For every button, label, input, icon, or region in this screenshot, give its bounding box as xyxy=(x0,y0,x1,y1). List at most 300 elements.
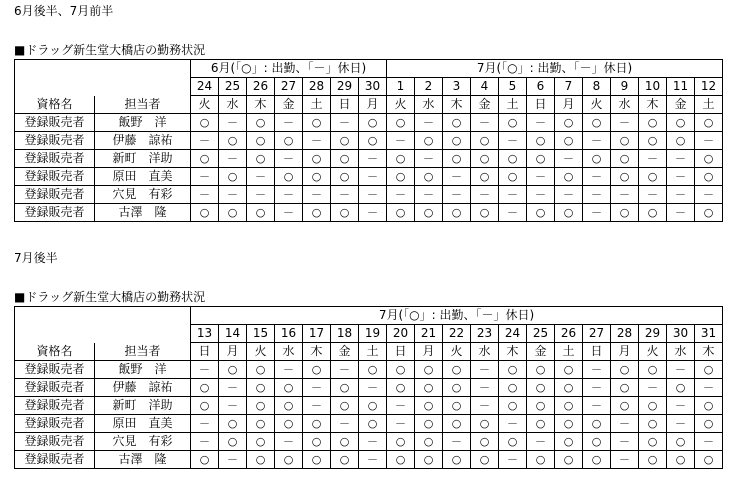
weekday: 木 xyxy=(247,96,275,114)
attendance-mark: ○ xyxy=(611,204,639,222)
attendance-mark: － xyxy=(219,397,247,415)
day-number: 26 xyxy=(555,325,583,343)
attendance-mark: － xyxy=(471,114,499,132)
attendance-mark: ○ xyxy=(639,451,667,469)
attendance-mark: ○ xyxy=(415,451,443,469)
attendance-mark: ○ xyxy=(415,204,443,222)
attendance-mark: ○ xyxy=(695,397,723,415)
attendance-mark: － xyxy=(611,415,639,433)
attendance-mark: － xyxy=(331,361,359,379)
qualification: 登録販売者 xyxy=(15,114,95,132)
table-row xyxy=(15,361,723,379)
attendance-mark: ○ xyxy=(611,379,639,397)
attendance-mark: － xyxy=(303,379,331,397)
attendance-mark: － xyxy=(303,397,331,415)
attendance-mark: ○ xyxy=(667,114,695,132)
attendance-mark: ○ xyxy=(303,168,331,186)
table-row xyxy=(15,415,723,433)
attendance-mark: － xyxy=(667,415,695,433)
weekday: 土 xyxy=(695,96,723,114)
header-row-weekdays xyxy=(15,96,723,114)
role-column-header: 資格名 xyxy=(15,96,95,114)
attendance-mark: － xyxy=(359,379,387,397)
attendance-mark: ○ xyxy=(555,415,583,433)
day-number: 19 xyxy=(359,325,387,343)
attendance-mark: － xyxy=(527,114,555,132)
table-row xyxy=(15,204,723,222)
qualification: 登録販売者 xyxy=(15,168,95,186)
attendance-mark: ○ xyxy=(695,114,723,132)
attendance-mark: － xyxy=(611,433,639,451)
attendance-mark: － xyxy=(359,186,387,204)
attendance-mark: ○ xyxy=(415,415,443,433)
attendance-mark: － xyxy=(387,415,415,433)
attendance-mark: ○ xyxy=(527,379,555,397)
weekday: 火 xyxy=(443,343,471,361)
attendance-mark: － xyxy=(275,204,303,222)
attendance-mark: ○ xyxy=(555,132,583,150)
attendance-mark: ○ xyxy=(471,132,499,150)
attendance-mark: ○ xyxy=(247,397,275,415)
attendance-mark: ○ xyxy=(555,433,583,451)
attendance-mark: ○ xyxy=(527,150,555,168)
attendance-mark: － xyxy=(695,379,723,397)
attendance-mark: － xyxy=(639,186,667,204)
name-column-header: 担当者 xyxy=(95,96,191,114)
table-row xyxy=(15,451,723,469)
attendance-mark: ○ xyxy=(667,379,695,397)
attendance-mark: ○ xyxy=(275,168,303,186)
header-row-days xyxy=(15,325,723,343)
attendance-mark: ○ xyxy=(219,415,247,433)
attendance-mark: ○ xyxy=(275,451,303,469)
day-number: 27 xyxy=(275,78,303,96)
attendance-mark: ○ xyxy=(191,379,219,397)
header-row-month xyxy=(15,60,723,78)
attendance-mark: － xyxy=(303,186,331,204)
attendance-mark: － xyxy=(555,150,583,168)
attendance-mark: ○ xyxy=(443,397,471,415)
weekday: 金 xyxy=(667,96,695,114)
staff-name: 伊藤 諒祐 xyxy=(95,132,191,150)
section-title: 7月後半 xyxy=(14,251,58,265)
attendance-mark: ○ xyxy=(611,397,639,415)
attendance-mark: ○ xyxy=(303,204,331,222)
weekday: 月 xyxy=(611,343,639,361)
attendance-mark: ○ xyxy=(639,397,667,415)
attendance-mark: ○ xyxy=(527,361,555,379)
section-title: 6月後半、7月前半 xyxy=(14,4,114,18)
attendance-mark: ○ xyxy=(471,150,499,168)
weekday: 日 xyxy=(387,343,415,361)
attendance-mark: － xyxy=(415,186,443,204)
staff-name: 原田 直美 xyxy=(95,168,191,186)
attendance-mark: － xyxy=(191,186,219,204)
attendance-mark: － xyxy=(303,132,331,150)
attendance-mark: － xyxy=(583,204,611,222)
attendance-mark: ○ xyxy=(695,168,723,186)
attendance-mark: ○ xyxy=(443,361,471,379)
attendance-mark: ○ xyxy=(527,415,555,433)
attendance-mark: － xyxy=(415,114,443,132)
attendance-mark: ○ xyxy=(247,361,275,379)
day-number: 9 xyxy=(611,78,639,96)
attendance-mark: － xyxy=(219,186,247,204)
attendance-mark: － xyxy=(667,168,695,186)
day-number: 15 xyxy=(247,325,275,343)
attendance-mark: ○ xyxy=(359,397,387,415)
attendance-mark: ○ xyxy=(611,361,639,379)
attendance-mark: ○ xyxy=(219,132,247,150)
attendance-mark: － xyxy=(667,397,695,415)
attendance-mark: ○ xyxy=(499,397,527,415)
attendance-mark: ○ xyxy=(639,114,667,132)
weekday: 木 xyxy=(639,96,667,114)
attendance-mark: ○ xyxy=(443,114,471,132)
role-column-header: 資格名 xyxy=(15,343,95,361)
weekday: 土 xyxy=(359,343,387,361)
day-number: 28 xyxy=(303,78,331,96)
staff-name: 新町 洋助 xyxy=(95,397,191,415)
attendance-mark: － xyxy=(191,168,219,186)
table-row xyxy=(15,168,723,186)
attendance-mark: － xyxy=(331,114,359,132)
attendance-mark: ○ xyxy=(387,361,415,379)
attendance-mark: － xyxy=(359,168,387,186)
attendance-mark: － xyxy=(667,150,695,168)
table-row xyxy=(15,186,723,204)
qualification: 登録販売者 xyxy=(15,361,95,379)
staff-name: 穴見 有彩 xyxy=(95,433,191,451)
qualification: 登録販売者 xyxy=(15,132,95,150)
attendance-mark: － xyxy=(415,150,443,168)
attendance-mark: － xyxy=(667,186,695,204)
attendance-mark: ○ xyxy=(695,361,723,379)
attendance-mark: ○ xyxy=(443,451,471,469)
attendance-mark: ○ xyxy=(611,150,639,168)
attendance-mark: － xyxy=(583,186,611,204)
table-row xyxy=(15,397,723,415)
day-number: 29 xyxy=(639,325,667,343)
attendance-mark: ○ xyxy=(303,433,331,451)
weekday: 水 xyxy=(667,343,695,361)
attendance-mark: － xyxy=(471,397,499,415)
attendance-mark: － xyxy=(443,433,471,451)
weekday: 土 xyxy=(303,96,331,114)
weekday: 金 xyxy=(527,343,555,361)
attendance-mark: ○ xyxy=(247,415,275,433)
staff-name: 原田 直美 xyxy=(95,415,191,433)
qualification: 登録販売者 xyxy=(15,451,95,469)
header-row-days xyxy=(15,78,723,96)
attendance-mark: － xyxy=(387,186,415,204)
weekday: 金 xyxy=(275,96,303,114)
attendance-mark: ○ xyxy=(499,114,527,132)
attendance-mark: － xyxy=(499,451,527,469)
attendance-mark: ○ xyxy=(583,114,611,132)
attendance-mark: ○ xyxy=(555,397,583,415)
attendance-mark: － xyxy=(387,132,415,150)
day-number: 2 xyxy=(415,78,443,96)
attendance-mark: － xyxy=(499,204,527,222)
day-number: 11 xyxy=(667,78,695,96)
attendance-mark: ○ xyxy=(219,433,247,451)
attendance-mark: ○ xyxy=(415,168,443,186)
store-heading: ■ドラッグ新生堂大橋店の勤務状況 xyxy=(14,290,206,304)
attendance-mark: ○ xyxy=(275,397,303,415)
day-number: 6 xyxy=(527,78,555,96)
attendance-mark: ○ xyxy=(303,361,331,379)
attendance-mark: ○ xyxy=(415,379,443,397)
day-number: 31 xyxy=(695,325,723,343)
attendance-mark: ○ xyxy=(443,150,471,168)
qualification: 登録販売者 xyxy=(15,150,95,168)
day-number: 21 xyxy=(415,325,443,343)
attendance-mark: ○ xyxy=(639,361,667,379)
attendance-mark: ○ xyxy=(359,132,387,150)
attendance-mark: － xyxy=(191,132,219,150)
attendance-mark: ○ xyxy=(247,132,275,150)
qualification: 登録販売者 xyxy=(15,415,95,433)
qualification: 登録販売者 xyxy=(15,397,95,415)
attendance-mark: ○ xyxy=(499,168,527,186)
day-number: 7 xyxy=(555,78,583,96)
attendance-mark: ○ xyxy=(639,433,667,451)
attendance-mark: ○ xyxy=(527,204,555,222)
attendance-mark: ○ xyxy=(275,132,303,150)
day-number: 22 xyxy=(443,325,471,343)
attendance-mark: － xyxy=(583,361,611,379)
attendance-mark: ○ xyxy=(555,361,583,379)
attendance-mark: － xyxy=(247,186,275,204)
weekday: 土 xyxy=(499,96,527,114)
attendance-mark: ○ xyxy=(667,451,695,469)
attendance-mark: ○ xyxy=(695,451,723,469)
weekday: 木 xyxy=(443,96,471,114)
attendance-mark: － xyxy=(583,132,611,150)
attendance-mark: ○ xyxy=(331,397,359,415)
attendance-mark: ○ xyxy=(527,451,555,469)
attendance-mark: － xyxy=(219,379,247,397)
day-number: 26 xyxy=(247,78,275,96)
attendance-mark: － xyxy=(639,379,667,397)
attendance-mark: ○ xyxy=(219,361,247,379)
attendance-mark: ○ xyxy=(443,132,471,150)
header-row-month xyxy=(15,307,723,325)
day-number: 18 xyxy=(331,325,359,343)
attendance-mark: ○ xyxy=(359,361,387,379)
attendance-mark: ○ xyxy=(695,150,723,168)
schedule-table xyxy=(14,306,723,469)
attendance-mark: ○ xyxy=(247,379,275,397)
attendance-mark: ○ xyxy=(331,204,359,222)
attendance-mark: － xyxy=(191,361,219,379)
weekday: 日 xyxy=(527,96,555,114)
attendance-mark: ○ xyxy=(611,168,639,186)
weekday: 水 xyxy=(415,96,443,114)
attendance-mark: ○ xyxy=(639,168,667,186)
attendance-mark: － xyxy=(359,433,387,451)
attendance-mark: ○ xyxy=(387,433,415,451)
blank-cell xyxy=(15,78,191,96)
attendance-mark: ○ xyxy=(219,204,247,222)
month-caption: 6月(「○」: 出勤、「－」休日) xyxy=(191,60,387,78)
attendance-mark: － xyxy=(275,150,303,168)
attendance-mark: ○ xyxy=(303,114,331,132)
schedule-table xyxy=(14,59,723,222)
attendance-mark: － xyxy=(611,114,639,132)
attendance-mark: － xyxy=(275,114,303,132)
weekday: 日 xyxy=(331,96,359,114)
attendance-mark: ○ xyxy=(191,397,219,415)
day-number: 8 xyxy=(583,78,611,96)
table-row xyxy=(15,132,723,150)
attendance-mark: － xyxy=(695,186,723,204)
weekday: 木 xyxy=(695,343,723,361)
attendance-mark: ○ xyxy=(415,433,443,451)
attendance-mark: ○ xyxy=(555,379,583,397)
attendance-mark: － xyxy=(471,186,499,204)
table-row xyxy=(15,379,723,397)
attendance-mark: － xyxy=(471,379,499,397)
staff-name: 伊藤 諒祐 xyxy=(95,379,191,397)
day-number: 24 xyxy=(499,325,527,343)
day-number: 17 xyxy=(303,325,331,343)
attendance-mark: ○ xyxy=(499,150,527,168)
day-number: 14 xyxy=(219,325,247,343)
weekday: 月 xyxy=(359,96,387,114)
attendance-mark: ○ xyxy=(471,415,499,433)
attendance-mark: － xyxy=(359,204,387,222)
attendance-mark: － xyxy=(331,186,359,204)
attendance-mark: － xyxy=(443,186,471,204)
attendance-mark: － xyxy=(471,361,499,379)
attendance-mark: ○ xyxy=(443,415,471,433)
day-number: 25 xyxy=(219,78,247,96)
attendance-mark: － xyxy=(695,132,723,150)
day-number: 25 xyxy=(527,325,555,343)
attendance-mark: ○ xyxy=(695,415,723,433)
attendance-mark: － xyxy=(191,415,219,433)
attendance-mark: ○ xyxy=(191,114,219,132)
attendance-mark: － xyxy=(555,186,583,204)
qualification: 登録販売者 xyxy=(15,379,95,397)
attendance-mark: ○ xyxy=(191,150,219,168)
attendance-mark: － xyxy=(611,186,639,204)
attendance-mark: － xyxy=(667,361,695,379)
blank-cell xyxy=(15,325,191,343)
day-number: 16 xyxy=(275,325,303,343)
attendance-mark: － xyxy=(359,150,387,168)
attendance-mark: － xyxy=(667,204,695,222)
attendance-mark: ○ xyxy=(583,451,611,469)
attendance-mark: ○ xyxy=(247,150,275,168)
attendance-mark: ○ xyxy=(331,451,359,469)
header-row-weekdays xyxy=(15,343,723,361)
attendance-mark: － xyxy=(639,150,667,168)
day-number: 4 xyxy=(471,78,499,96)
weekday: 木 xyxy=(499,343,527,361)
staff-name: 古澤 隆 xyxy=(95,451,191,469)
attendance-mark: ○ xyxy=(667,132,695,150)
attendance-mark: － xyxy=(359,451,387,469)
attendance-mark: ○ xyxy=(555,451,583,469)
weekday: 水 xyxy=(219,96,247,114)
day-number: 24 xyxy=(191,78,219,96)
weekday: 月 xyxy=(219,343,247,361)
table-row xyxy=(15,114,723,132)
attendance-mark: － xyxy=(219,150,247,168)
attendance-mark: ○ xyxy=(611,132,639,150)
attendance-mark: － xyxy=(275,361,303,379)
weekday: 水 xyxy=(275,343,303,361)
attendance-mark: － xyxy=(499,132,527,150)
attendance-mark: ○ xyxy=(191,451,219,469)
attendance-mark: ○ xyxy=(303,150,331,168)
attendance-mark: ○ xyxy=(387,204,415,222)
table-row xyxy=(15,433,723,451)
attendance-mark: ○ xyxy=(555,168,583,186)
staff-name: 飯野 洋 xyxy=(95,361,191,379)
blank-cell xyxy=(15,60,191,78)
attendance-mark: － xyxy=(611,451,639,469)
attendance-mark: ○ xyxy=(555,114,583,132)
attendance-mark: ○ xyxy=(247,451,275,469)
attendance-mark: ○ xyxy=(443,204,471,222)
attendance-mark: － xyxy=(275,186,303,204)
attendance-mark: ○ xyxy=(387,168,415,186)
day-number: 29 xyxy=(331,78,359,96)
attendance-mark: ○ xyxy=(387,114,415,132)
attendance-mark: ○ xyxy=(387,150,415,168)
attendance-mark: ○ xyxy=(275,415,303,433)
qualification: 登録販売者 xyxy=(15,433,95,451)
attendance-mark: ○ xyxy=(331,433,359,451)
attendance-mark: ○ xyxy=(387,379,415,397)
attendance-mark: ○ xyxy=(331,150,359,168)
weekday: 月 xyxy=(555,96,583,114)
staff-name: 古澤 隆 xyxy=(95,204,191,222)
attendance-mark: ○ xyxy=(583,415,611,433)
table-row xyxy=(15,150,723,168)
attendance-mark: － xyxy=(583,168,611,186)
attendance-mark: － xyxy=(275,433,303,451)
attendance-mark: － xyxy=(219,451,247,469)
weekday: 火 xyxy=(387,96,415,114)
attendance-mark: － xyxy=(583,397,611,415)
attendance-mark: ○ xyxy=(415,361,443,379)
day-number: 5 xyxy=(499,78,527,96)
day-number: 10 xyxy=(639,78,667,96)
day-number: 30 xyxy=(667,325,695,343)
day-number: 12 xyxy=(695,78,723,96)
weekday: 火 xyxy=(191,96,219,114)
attendance-mark: ○ xyxy=(499,379,527,397)
weekday: 金 xyxy=(331,343,359,361)
attendance-mark: ○ xyxy=(387,451,415,469)
name-column-header: 担当者 xyxy=(95,343,191,361)
attendance-mark: － xyxy=(331,415,359,433)
attendance-mark: － xyxy=(583,379,611,397)
attendance-mark: ○ xyxy=(583,433,611,451)
month-caption: 7月(「○」: 出勤、「－」休日) xyxy=(191,307,723,325)
attendance-mark: ○ xyxy=(219,168,247,186)
attendance-mark: － xyxy=(499,415,527,433)
attendance-mark: ○ xyxy=(331,168,359,186)
weekday: 火 xyxy=(583,96,611,114)
staff-name: 穴見 有彩 xyxy=(95,186,191,204)
attendance-mark: ○ xyxy=(471,204,499,222)
